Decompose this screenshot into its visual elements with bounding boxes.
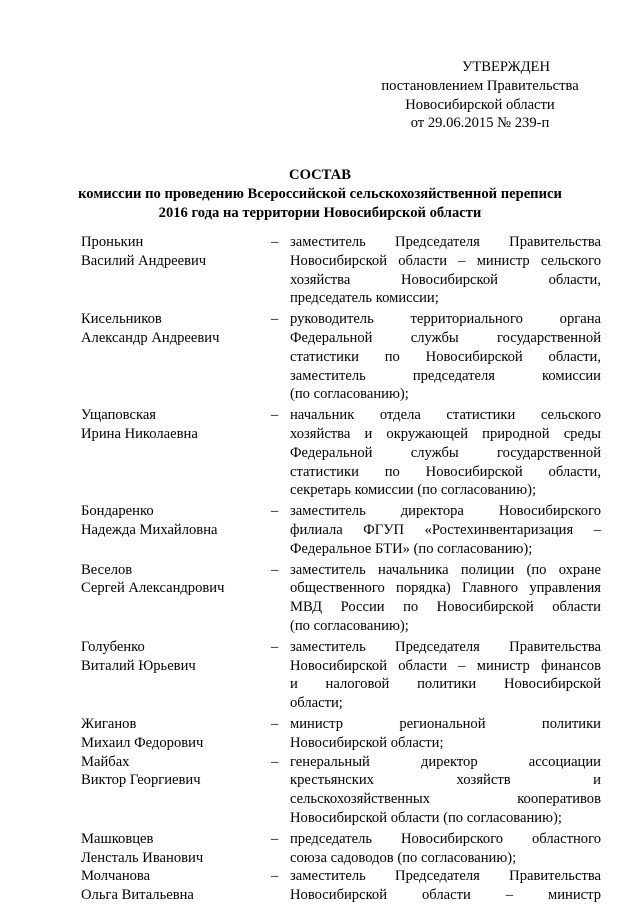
member-name [81,561,271,636]
members-list [81,233,601,907]
member-role [290,310,601,404]
member-role-line: начальник отдела статистики сельского [290,407,601,424]
member-role-line: союза садоводов (по согласованию); [290,849,517,866]
member-role-line: и налоговой политики Новосибирской [290,676,601,693]
dash-separator: – [271,561,279,578]
member-given-names: Надежда Михайловна [81,521,218,538]
member-entry [81,406,601,500]
member-surname: Веселов [81,561,133,578]
member-role-line: заместитель директора Новосибирского [290,503,601,520]
member-entry [81,830,601,868]
member-role-line: Новосибирской области – министр финансов [290,657,601,674]
member-role-line: Новосибирской области; [290,734,444,751]
member-given-names: Ленсталь Иванович [81,849,204,866]
member-entry [81,715,601,753]
member-role-line: общественного порядка) Главного управления [290,580,601,597]
member-given-names: Ирина Николаевна [81,425,198,442]
dash-separator: – [271,753,279,770]
member-role [290,502,601,558]
member-surname: Ущаповская [81,407,157,424]
member-given-names: Михаил Федорович [81,734,204,751]
member-role [290,753,601,828]
member-name [81,753,271,828]
approved-stamp: УТВЕРЖДЕН [462,59,550,75]
member-role-line: председатель комиссии; [290,290,439,307]
member-role-line: заместитель Председателя Правительства [290,868,601,885]
member-entry [81,233,601,308]
approval-line: постановлением Правительства [381,77,579,94]
member-role [290,233,601,308]
document-title: СОСТАВ [289,167,351,183]
member-given-names: Ольга Витальевна [81,887,194,904]
member-role [290,638,601,713]
document-header [70,166,570,222]
member-role-line: сельскохозяйственных кооперативов [290,791,601,808]
member-role-line: заместитель начальника полиции (по охране [290,561,601,578]
member-surname: Жиганов [81,715,137,732]
member-name [81,830,271,868]
dash-separator: – [271,830,279,847]
member-role-line: статистики по Новосибирской области, [290,348,601,365]
member-role-line: филиала ФГУП «Ростехинвентаризация – [290,521,601,538]
member-name [81,502,271,558]
member-name [81,310,271,404]
member-entry [81,502,601,558]
member-entry [81,310,601,404]
approval-line: Новосибирской области [405,96,555,113]
document-subtitle-line: комиссии по проведению Всероссийской сельскохозяйственной переписи [78,185,562,202]
dash-separator: – [271,638,279,655]
approval-block [380,58,580,133]
member-role-line: заместитель Председателя Правительства [290,638,601,655]
member-role-line: генеральный директор ассоциации [290,753,601,770]
member-name [81,406,271,500]
dash-separator: – [271,715,279,732]
member-surname: Майбах [81,753,130,770]
member-role-line: министр региональной политики [290,715,601,732]
member-role-line: (по согласованию); [290,386,409,403]
member-name [81,867,271,905]
approval-date-line: от 29.06.2015 № 239-п [410,115,550,132]
member-given-names: Василий Андреевич [81,252,207,269]
member-role-line: МВД России по Новосибирской области [290,599,601,616]
document-subtitle-line: 2016 года на территории Новосибирской области [158,204,482,221]
member-given-names: Виталий Юрьевич [81,657,196,674]
member-role-line: Федеральное БТИ» (по согласованию); [290,540,533,557]
member-surname: Машковцев [81,830,154,847]
member-role-line: Новосибирской области – министр сельского [290,252,601,269]
member-role [290,830,601,868]
member-surname: Голубенко [81,638,145,655]
member-entry [81,753,601,828]
member-name [81,233,271,308]
member-role-line: области; [290,695,343,712]
dash-separator: – [271,407,279,424]
member-role-line: Новосибирской области – министр [290,887,601,904]
dash-separator: – [271,503,279,520]
member-name [81,638,271,713]
dash-separator: – [271,868,279,885]
member-role-line: заместитель председателя комиссии [290,367,601,384]
member-role [290,867,601,905]
member-role [290,715,601,753]
member-given-names: Сергей Александрович [81,580,225,597]
member-entry [81,561,601,636]
member-role-line: заместитель Председателя Правительства [290,234,601,250]
dash-separator: – [271,311,279,328]
member-role-line: Федеральной службы государственной [290,444,601,461]
member-surname: Бондаренко [81,503,154,520]
member-surname: Пронькин [81,234,144,250]
member-role-line: крестьянских хозяйств и [290,772,601,789]
member-role [290,561,601,636]
member-role-line: (по согласованию); [290,617,409,634]
member-role-line: руководитель территориального органа [290,311,601,328]
member-role-line: статистики по Новосибирской области, [290,463,601,480]
member-role-line: хозяйства Новосибирской области, [290,271,601,288]
member-given-names: Александр Андреевич [81,329,220,346]
member-role-line: Новосибирской области (по согласованию); [290,809,562,826]
member-role-line: Федеральной службы государственной [290,329,601,346]
member-role-line: хозяйства и окружающей природной среды [290,425,601,442]
member-surname: Кисельников [81,311,162,328]
member-role [290,406,601,500]
member-entry [81,867,601,905]
member-role-line: председатель Новосибирского областного [290,830,601,847]
dash-separator: – [271,234,279,250]
member-name [81,715,271,753]
member-surname: Молчанова [81,868,151,885]
member-given-names: Виктор Георгиевич [81,772,201,789]
member-role-line: секретарь комиссии (по согласованию); [290,482,537,499]
member-entry [81,638,601,713]
